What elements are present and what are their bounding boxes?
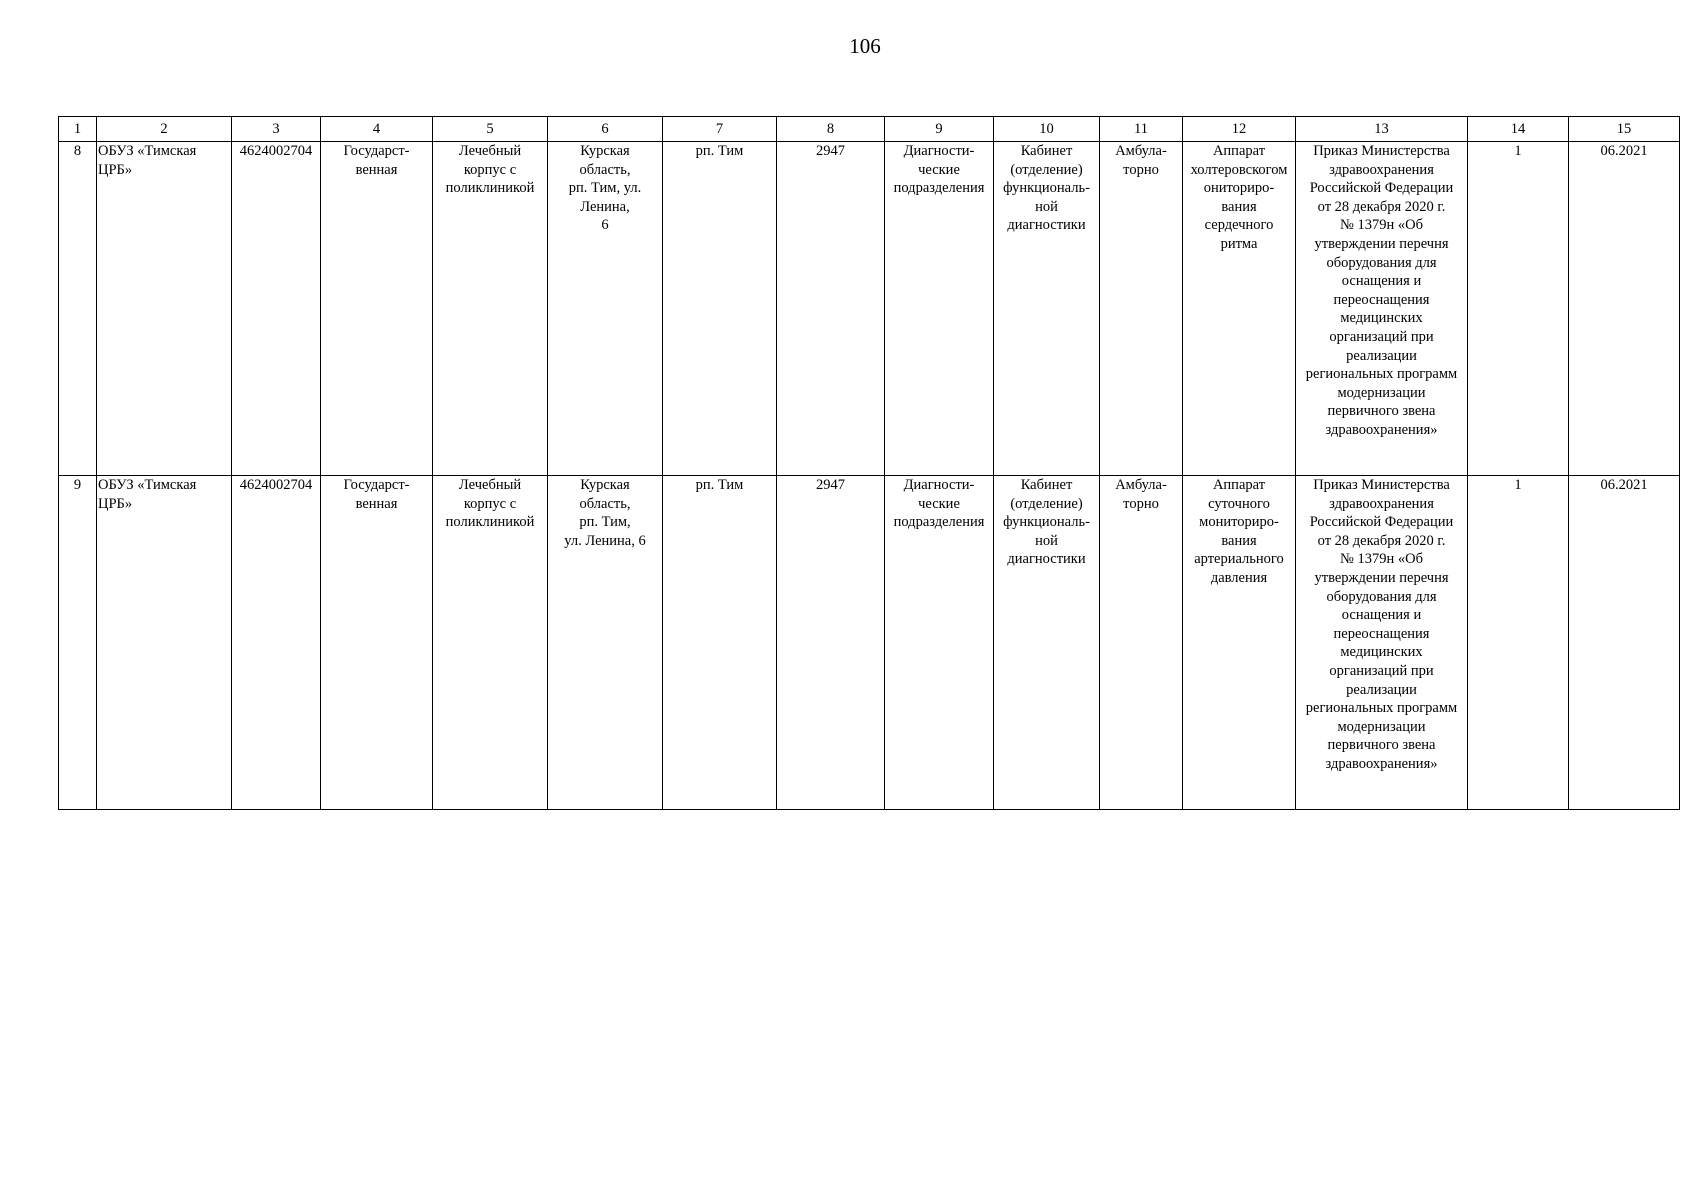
column-number: 5 — [433, 117, 548, 142]
division-type-cell: Диагности- ческие подразделения — [885, 476, 994, 810]
population-cell: 2947 — [777, 476, 885, 810]
legal-basis-cell: Приказ Министерства здравоохранения Российской Федерации от 28 декабря 2020 г. № 1379н «Об утверждении перечня оборудования для оснащения и переоснащения медицинских организаций при реализации региональных программ модернизации первичного звена здравоохранения» — [1296, 476, 1468, 810]
organization-cell: ОБУЗ «Тимская ЦРБ» — [97, 476, 232, 810]
column-number: 7 — [663, 117, 777, 142]
row-number-cell: 9 — [59, 476, 97, 810]
organization-cell: ОБУЗ «Тимская ЦРБ» — [97, 142, 232, 476]
building-cell: Лечебный корпус с поликлиникой — [433, 476, 548, 810]
column-number: 3 — [232, 117, 321, 142]
division-type-cell: Диагности- ческие подразделения — [885, 142, 994, 476]
table-row — [59, 476, 1680, 810]
column-number: 1 — [59, 117, 97, 142]
column-number: 2 — [97, 117, 232, 142]
inn-cell: 4624002704 — [232, 142, 321, 476]
equipment-cell: Аппарат суточного мониториро- вания артериального давления — [1183, 476, 1296, 810]
locality-cell: рп. Тим — [663, 142, 777, 476]
date-cell: 06.2021 — [1569, 476, 1680, 810]
column-number: 15 — [1569, 117, 1680, 142]
column-number: 10 — [994, 117, 1100, 142]
column-number: 14 — [1468, 117, 1569, 142]
column-number: 6 — [548, 117, 663, 142]
legal-basis-cell: Приказ Министерства здравоохранения Российской Федерации от 28 декабря 2020 г. № 1379н «Об утверждении перечня оборудования для оснащения и переоснащения медицинских организаций при реализации региональных программ модернизации первичного звена здравоохранения» — [1296, 142, 1468, 476]
column-number: 9 — [885, 117, 994, 142]
ownership-cell: Государст- венная — [321, 142, 433, 476]
column-number: 12 — [1183, 117, 1296, 142]
population-cell: 2947 — [777, 142, 885, 476]
table-row — [59, 142, 1680, 476]
address-cell: Курская область, рп. Тим, ул. Ленина, 6 — [548, 476, 663, 810]
care-conditions-cell: Амбула- торно — [1100, 476, 1183, 810]
inn-cell: 4624002704 — [232, 476, 321, 810]
column-number: 11 — [1100, 117, 1183, 142]
page-number: 106 — [849, 34, 881, 58]
building-cell: Лечебный корпус с поликлиникой — [433, 142, 548, 476]
column-number: 13 — [1296, 117, 1468, 142]
register-table — [58, 116, 1680, 810]
department-cell: Кабинет (отделение) функциональ- ной диагностики — [994, 476, 1100, 810]
column-number-row — [59, 117, 1680, 142]
ownership-cell: Государст- венная — [321, 476, 433, 810]
care-conditions-cell: Амбула- торно — [1100, 142, 1183, 476]
quantity-cell: 1 — [1468, 476, 1569, 810]
locality-cell: рп. Тим — [663, 476, 777, 810]
address-cell: Курская область, рп. Тим, ул. Ленина, 6 — [548, 142, 663, 476]
department-cell: Кабинет (отделение) функциональ- ной диагностики — [994, 142, 1100, 476]
equipment-cell: Аппарат холтеровскогом ониториро- вания сердечного ритма — [1183, 142, 1296, 476]
row-number-cell: 8 — [59, 142, 97, 476]
column-number: 8 — [777, 117, 885, 142]
quantity-cell: 1 — [1468, 142, 1569, 476]
date-cell: 06.2021 — [1569, 142, 1680, 476]
column-number: 4 — [321, 117, 433, 142]
